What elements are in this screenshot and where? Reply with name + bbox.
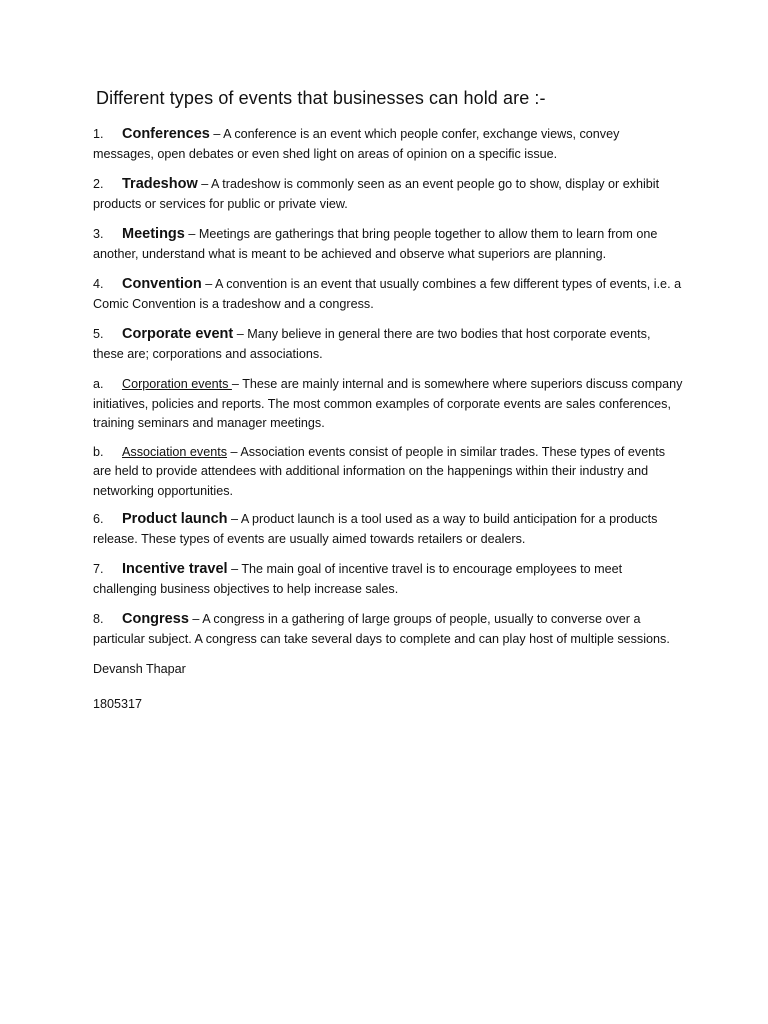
sub-item-letter: b. [93,444,104,459]
list-item-tradeshow [93,175,683,214]
item-term: Incentive travel [122,561,228,577]
item-number: 1. [93,127,104,141]
item-number: 3. [93,227,104,241]
item-text: – A convention is an event that usually combines a few different types of events, i.e. a Comic Convention is a tradeshow and a congress. [93,277,682,311]
item-term: Corporate event [122,326,234,342]
item-term: Congress [122,611,189,627]
item-term: Product launch [122,511,228,527]
item-text: – A product launch is a tool used as a way to build anticipation for a products release. These types of events are usually aimed towards retailers or dealers. [93,512,658,546]
item-number: 5. [93,327,104,341]
item-number: 2. [93,177,104,191]
list-item-meetings [93,225,683,264]
list-item-incentive-travel [93,560,683,599]
item-text: – Meetings are gatherings that bring people together to allow them to learn from one another, understand what is meant to be achieved and observe what superiors are planning. [93,227,658,261]
sub-item-corporation-events [93,375,683,434]
document-title: Different types of events that businesses can hold are :- [96,88,546,108]
sub-item-text: – These are mainly internal and is somewhere where superiors discuss company initiatives, policies and reports. The most common examples of corporate events are sales conferences, training seminars and manager meetings. [93,377,683,430]
document-page [93,88,683,729]
sub-item-letter: a. [93,377,104,391]
list-item-congress [93,610,683,649]
list-item-conferences [93,125,683,164]
sub-item-term: Association events [122,444,228,459]
item-term: Convention [122,276,202,292]
list-item-product-launch [93,510,683,549]
sub-item-term: Corporation events [122,377,232,391]
list-item-corporate-event [93,325,683,364]
item-text: – A congress in a gathering of large groups of people, usually to converse over a particular subject. A congress can take several days to complete and can play host of multiple sessions. [93,612,670,646]
sub-item-association-events [93,443,683,502]
item-number: 4. [93,277,104,291]
item-term: Meetings [122,226,185,242]
item-text: – Many believe in general there are two bodies that host corporate events, these are; corporations and associations. [93,327,651,361]
item-number: 8. [93,612,104,626]
item-term: Conferences [122,126,210,142]
item-term: Tradeshow [122,176,198,192]
item-text: – A conference is an event which people confer, exchange views, convey messages, open debates or even shed light on areas of opinion on a specific issue. [93,127,620,161]
student-id: 1805317 [93,696,143,711]
item-text: – The main goal of incentive travel is to encourage employees to meet challenging business objectives to help increase sales. [93,562,623,596]
item-number: 7. [93,562,104,576]
item-number: 6. [93,512,104,526]
author-name: Devansh Thapar [93,662,186,676]
sub-item-text: – Association events consist of people in similar trades. These types of events are held to provide attendees with additional information on the happenings within their industry and networking opportunities. [93,444,665,498]
item-text: – A tradeshow is commonly seen as an event people go to show, display or exhibit products or services for public or private view. [93,177,660,211]
list-item-convention [93,275,683,314]
